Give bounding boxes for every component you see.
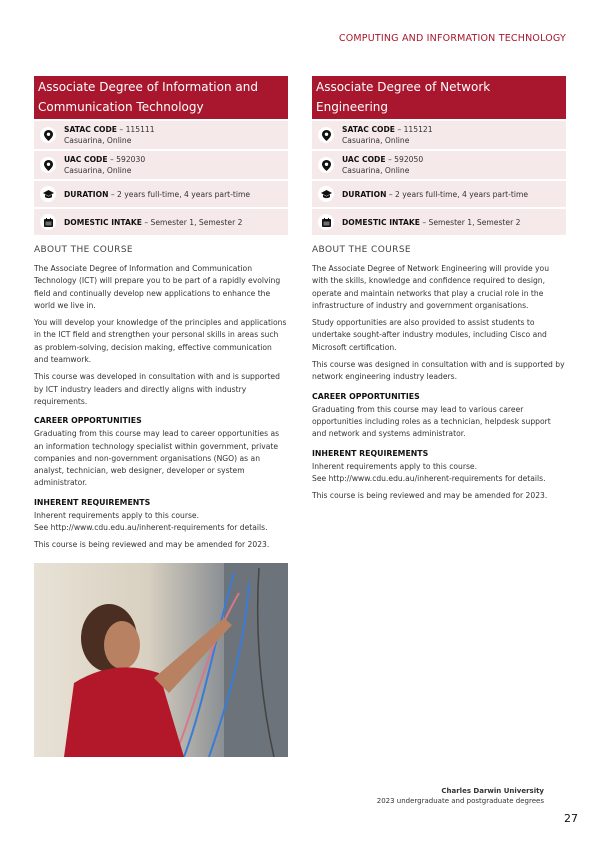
footer-subtitle: 2023 undergraduate and postgraduate degrees — [376, 797, 544, 805]
course-fact-row — [34, 209, 288, 235]
course-title: Associate Degree of Information and Communication Technology — [34, 76, 288, 119]
fact-label: UAC CODE — [64, 155, 108, 164]
fact-value: – 115121 — [394, 125, 433, 134]
fact-label: SATAC CODE — [64, 125, 117, 134]
inherent-line: Inherent requirements apply to this course. — [34, 510, 200, 520]
fact-value: – 2 years full-time, 4 years part-time — [108, 189, 251, 199]
fact-location: Casuarina, Online — [64, 166, 132, 175]
course-ict — [34, 76, 288, 557]
inherent-heading: INHERENT REQUIREMENTS — [312, 448, 429, 458]
photo-illustration — [34, 563, 288, 757]
review-note: This course is being reviewed and may be amended for 2023. — [34, 540, 270, 550]
fact-label: DOMESTIC INTAKE — [64, 217, 142, 227]
fact-value: – Semester 1, Semester 2 — [419, 217, 521, 227]
fact-value: – 592030 — [107, 155, 146, 164]
graduation-cap-icon — [318, 186, 334, 202]
fact-location: Casuarina, Online — [64, 136, 132, 145]
course-fact-row — [312, 121, 566, 149]
course-fact-row — [34, 121, 288, 149]
fact-value: – 592050 — [385, 155, 424, 164]
section-title: COMPUTING AND INFORMATION TECHNOLOGY — [338, 33, 566, 44]
course-title: Associate Degree of Network Engineering — [312, 76, 566, 119]
inherent-heading: INHERENT REQUIREMENTS — [34, 497, 151, 507]
fact-label: SATAC CODE — [342, 125, 395, 134]
calendar-icon — [40, 214, 56, 230]
course-network-engineering — [312, 76, 566, 507]
review-note: This course is being reviewed and may be amended for 2023. — [312, 491, 548, 501]
inherent-line: Inherent requirements apply to this course. — [312, 461, 478, 471]
graduation-cap-icon — [40, 186, 56, 202]
fact-location: Casuarina, Online — [342, 136, 410, 145]
fact-value: – 115111 — [116, 125, 155, 134]
location-pin-icon — [40, 157, 56, 173]
fact-label: DOMESTIC INTAKE — [342, 217, 420, 227]
student-network-cables-photo — [34, 563, 288, 757]
fact-label: UAC CODE — [342, 155, 386, 164]
about-heading: ABOUT THE COURSE — [312, 245, 412, 255]
page-number: 27 — [564, 812, 578, 825]
career-paragraph: Graduating from this course may lead to career opportunities as an information technology specialist within government, private companies and non-government organisations (NGO) as an analyst, technician, web designer, developer or system administrator. — [34, 429, 280, 488]
about-heading: ABOUT THE COURSE — [34, 245, 134, 255]
about-paragraph: You will develop your knowledge of the principles and applications in the ICT field and strengthen your personal skills in areas such as problem-solving, decision making, effective communication and teamwork. — [34, 318, 287, 365]
location-pin-icon — [40, 127, 56, 143]
fact-location: Casuarina, Online — [342, 166, 410, 175]
inherent-link[interactable]: See http://www.cdu.edu.au/inherent-requirements for details. — [34, 523, 268, 533]
course-fact-row — [312, 181, 566, 207]
career-heading: CAREER OPPORTUNITIES — [34, 416, 142, 426]
footer — [377, 786, 544, 806]
footer-university: Charles Darwin University — [441, 787, 544, 795]
course-fact-row — [34, 181, 288, 207]
calendar-icon — [318, 214, 334, 230]
fact-value: – 2 years full-time, 4 years part-time — [386, 189, 529, 199]
about-paragraph: The Associate Degree of Network Engineering will provide you with the skills, knowledge and confidence required to design, operate and maintain networks that play a crucial role in the infrastructure of industry and government organisations. — [312, 264, 550, 310]
inherent-link[interactable]: See http://www.cdu.edu.au/inherent-requirements for details. — [312, 473, 546, 483]
course-fact-row — [312, 209, 566, 235]
about-paragraph: Study opportunities are also provided to assist students to undertake sought-after industry modules, including Cisco and Microsoft certification. — [312, 318, 547, 352]
career-paragraph: Graduating from this course may lead to various career opportunities including roles as a technician, helpdesk support and network and systems administrator. — [312, 404, 551, 439]
about-paragraph: This course was designed in consultation with and is supported by network engineering industry leaders. — [312, 360, 565, 382]
fact-label: DURATION — [342, 189, 387, 199]
fact-label: DURATION — [64, 189, 109, 199]
about-paragraph: The Associate Degree of Information and Communication Technology (ICT) will prepare you to be part of a rapidly evolving field and continually develop new applications to enhance the world we live in. — [34, 264, 281, 310]
location-pin-icon — [318, 127, 334, 143]
course-fact-row — [34, 151, 288, 179]
fact-value: – Semester 1, Semester 2 — [141, 217, 243, 227]
about-paragraph: This course was developed in consultation with and is supported by ICT industry leaders and directly aligns with industry requirements. — [34, 372, 280, 406]
career-heading: CAREER OPPORTUNITIES — [312, 391, 420, 401]
location-pin-icon — [318, 157, 334, 173]
course-fact-row — [312, 151, 566, 179]
